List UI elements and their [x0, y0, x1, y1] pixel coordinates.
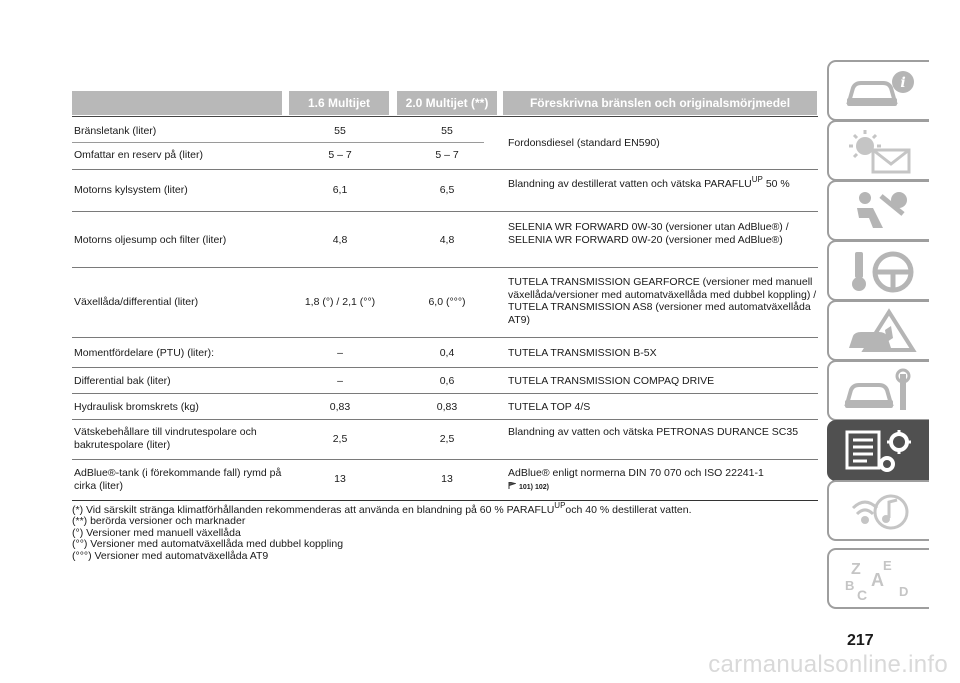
row-spec: Blandning av vatten och vätska PETRONAS DURANCE SC35 — [508, 426, 799, 438]
table-row-adblue — [72, 459, 818, 501]
page-number: 217 — [847, 632, 874, 649]
row-label: Hydraulisk bromskrets (kg) — [74, 401, 199, 413]
svg-text:Z: Z — [851, 561, 861, 578]
table-row-fuel — [72, 117, 818, 169]
car-service-icon — [843, 368, 919, 414]
watermark: carmanualsonline.info — [708, 651, 948, 678]
table-row-gearbox — [72, 267, 818, 338]
row-label: Motorns kylsystem (liter) — [74, 184, 188, 196]
row-spec: Blandning av destillerat vatten och vätska $PARAFLU^{UP}$ 50 % — [508, 175, 790, 190]
table-bottom-rule — [72, 500, 818, 501]
svg-text:A: A — [871, 570, 884, 590]
tab-safety[interactable] — [827, 180, 929, 241]
header-engine-20: 2.0 Multijet (**) — [397, 91, 497, 115]
row-value-16: 13 — [334, 473, 346, 485]
row-value-20: 2,5 — [439, 433, 455, 445]
tab-warning-lights[interactable] — [827, 120, 929, 181]
tab-emergency[interactable] — [827, 300, 929, 361]
row-value-16: 2,5 — [332, 433, 348, 445]
row-label: Bränsletank (liter) — [74, 125, 157, 137]
row-value-16: 4,8 — [332, 234, 348, 246]
reference-numbers: 101) 102) — [519, 483, 549, 491]
tab-maintenance[interactable] — [827, 360, 929, 421]
row-spec: Fordonsdiesel (standard EN590) — [508, 137, 660, 149]
table-row-brakes — [72, 393, 818, 420]
table-row-oil — [72, 211, 818, 268]
table-row-coolant — [72, 169, 818, 212]
row-label: Differential bak (liter) — [74, 375, 171, 387]
row-value-16: – — [337, 375, 343, 387]
row-value-20: 6,0 (°°°) — [428, 296, 466, 308]
row-value-20: 5 – 7 — [435, 149, 459, 161]
row-value-16: 55 — [334, 125, 346, 137]
row-value-20: 4,8 — [439, 234, 455, 246]
footnote: (°) Versioner med manuell växellåda — [72, 526, 241, 539]
svg-text:E: E — [883, 558, 892, 573]
index-icon — [843, 556, 919, 602]
tab-technical-data[interactable] — [827, 420, 929, 481]
tab-multimedia[interactable] — [827, 480, 929, 541]
row-label: Växellåda/differential (liter) — [74, 296, 199, 308]
seat-airbag-icon — [843, 188, 919, 234]
row-label: Momentfördelare (PTU) (liter): — [74, 347, 215, 359]
tab-index[interactable] — [827, 548, 929, 609]
warning-lights-icon — [843, 128, 919, 174]
footnote: (°°) Versioner med automatväxellåda med dubbel koppling — [72, 538, 344, 551]
table-row-rear-differential — [72, 367, 818, 394]
row-label: AdBlue®-tank (i förekommande fall) rymd på cirka (liter) — [74, 467, 282, 492]
footnote: (°°°) Versioner med automatväxellåda AT9 — [72, 549, 269, 562]
row-spec: TUTELA TRANSMISSION GEARFORCE (versioner med manuell växellåda/versioner med automatväxellåda med dubbel koppling) / TUTELA TRANSMISSION AS8 (versioner med automatväxellåda AT9) — [508, 276, 817, 326]
steering-key-icon — [843, 248, 919, 294]
header-fluids: Föreskrivna bränslen och originalsmörjmedel — [503, 91, 817, 115]
svg-text:i: i — [900, 75, 906, 91]
row-spec: AdBlue® enligt normerna DIN 70 070 och ISO 22241-1 101) 102) — [508, 467, 764, 491]
tab-car-info[interactable] — [827, 60, 929, 121]
technical-data-icon — [843, 428, 919, 474]
row-value-20: 0,83 — [436, 401, 458, 413]
row-value-16: 5 – 7 — [328, 149, 352, 161]
row-value-20: 13 — [441, 473, 453, 485]
row-value-20: 0,4 — [439, 347, 455, 359]
row-spec: TUTELA TRANSMISSION B-5X — [508, 347, 657, 359]
footnote: (*) Vid särskilt stränga klimatförhållanden rekommenderas att använda en blandning på 60 % $PARAFLU^{UP}och$ 40 % destillerat vatten. — [72, 501, 692, 516]
tab-starting-driving[interactable] — [827, 240, 929, 301]
row-value-20: 0,6 — [439, 375, 455, 387]
row-value-16: 0,83 — [329, 401, 351, 413]
car-info-icon — [843, 68, 919, 114]
row-value-16: 6,1 — [332, 184, 348, 196]
warning-reference-icon — [508, 482, 516, 489]
multimedia-icon — [843, 488, 919, 534]
table-row-ptu — [72, 337, 818, 368]
footnote: (**) berörda versioner och marknader — [72, 515, 246, 528]
row-spec: TUTELA TOP 4/S — [508, 401, 591, 413]
row-label: Vätskebehållare till vindrutespolare och bakrutespolare (liter) — [74, 426, 257, 451]
row-spec: TUTELA TRANSMISSION COMPAQ DRIVE — [508, 375, 715, 387]
footnotes — [72, 501, 822, 562]
table-row-washer — [72, 419, 818, 460]
row-value-16: – — [337, 347, 343, 359]
svg-text:D: D — [899, 584, 909, 599]
header-blank-cell — [72, 91, 282, 115]
row-spec: SELENIA WR FORWARD 0W-30 (versioner utan AdBlue®) / SELENIA WR FORWARD 0W-20 (versioner med AdBlue®) — [508, 221, 789, 246]
row-value-16: 1,8 (°) / 2,1 (°°) — [304, 296, 376, 308]
row-label: Omfattar en reserv på (liter) — [74, 149, 203, 161]
sub-divider — [72, 142, 484, 143]
svg-text:C: C — [857, 587, 868, 602]
header-engine-16: 1.6 Multijet — [289, 91, 389, 115]
row-label: Motorns oljesump och filter (liter) — [74, 234, 227, 246]
svg-text:B: B — [845, 578, 855, 593]
row-value-20: 55 — [441, 125, 453, 137]
car-hazard-icon — [843, 308, 919, 354]
row-value-20: 6,5 — [439, 184, 455, 196]
